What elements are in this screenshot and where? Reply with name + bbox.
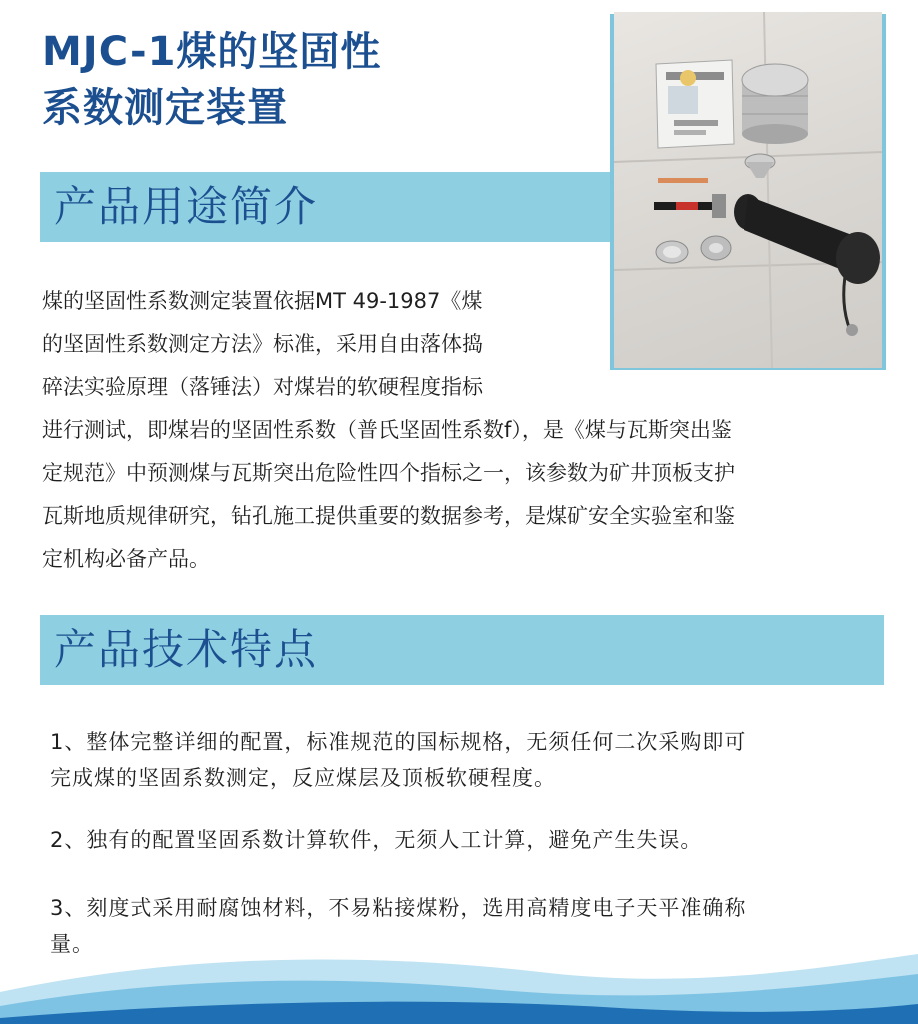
section-band-intro [40,172,610,242]
instruction-box-image [656,60,734,148]
intro-line: 定规范》中预测煤与瓦斯突出危险性四个指标之一，该参数为矿井顶板支护 [42,461,735,485]
intro-line: 的坚固性系数测定方法》标准，采用自由落体捣 [42,332,483,356]
intro-line: 碎法实验原理（落锤法）对煤岩的软硬程度指标 [42,375,483,399]
feature-line: 2、独有的配置坚固系数计算软件，无须人工计算，避免产生失误。 [50,828,703,852]
feature-item-2 [50,822,702,858]
intro-line: 煤的坚固性系数测定装置依据MT 49-1987《煤 [42,289,483,313]
metal-discs-image [656,236,731,263]
features-heading: 产品技术特点 [54,625,319,674]
intro-line: 瓦斯地质规律研究，钻孔施工提供重要的数据参考，是煤矿安全实验室和鉴 [42,504,735,528]
intro-paragraph [42,280,735,581]
section-band-features [40,615,884,685]
feature-line: 1、整体完整详细的配置，标准规范的国标规格，无须任何二次采购即可 [50,730,747,754]
feature-line: 3、刻度式采用耐腐蚀材料，不易粘接煤粉，选用高精度电子天平准确称 [50,896,747,920]
page-title-line-2: 系数测定装置 [42,85,288,131]
hammer-image [654,194,726,218]
intro-line: 定机构必备产品。 [42,547,210,571]
measuring-tube-image [658,178,708,183]
footer-wave-decoration [0,934,918,1024]
feature-line: 完成煤的坚固系数测定，反应煤层及顶板软硬程度。 [50,766,556,790]
feature-item-1 [50,724,746,796]
intro-heading: 产品用途简介 [54,182,319,231]
intro-line: 进行测试，即煤岩的坚固性系数（普氏坚固性系数f），是《煤与瓦斯突出鉴 [42,418,732,442]
funnel-image [745,154,775,178]
feature-line: 量。 [50,932,94,956]
metal-container-image [742,64,808,144]
page-title [42,24,381,136]
page-title-line-1: MJC-1煤的坚固性 [42,29,382,75]
